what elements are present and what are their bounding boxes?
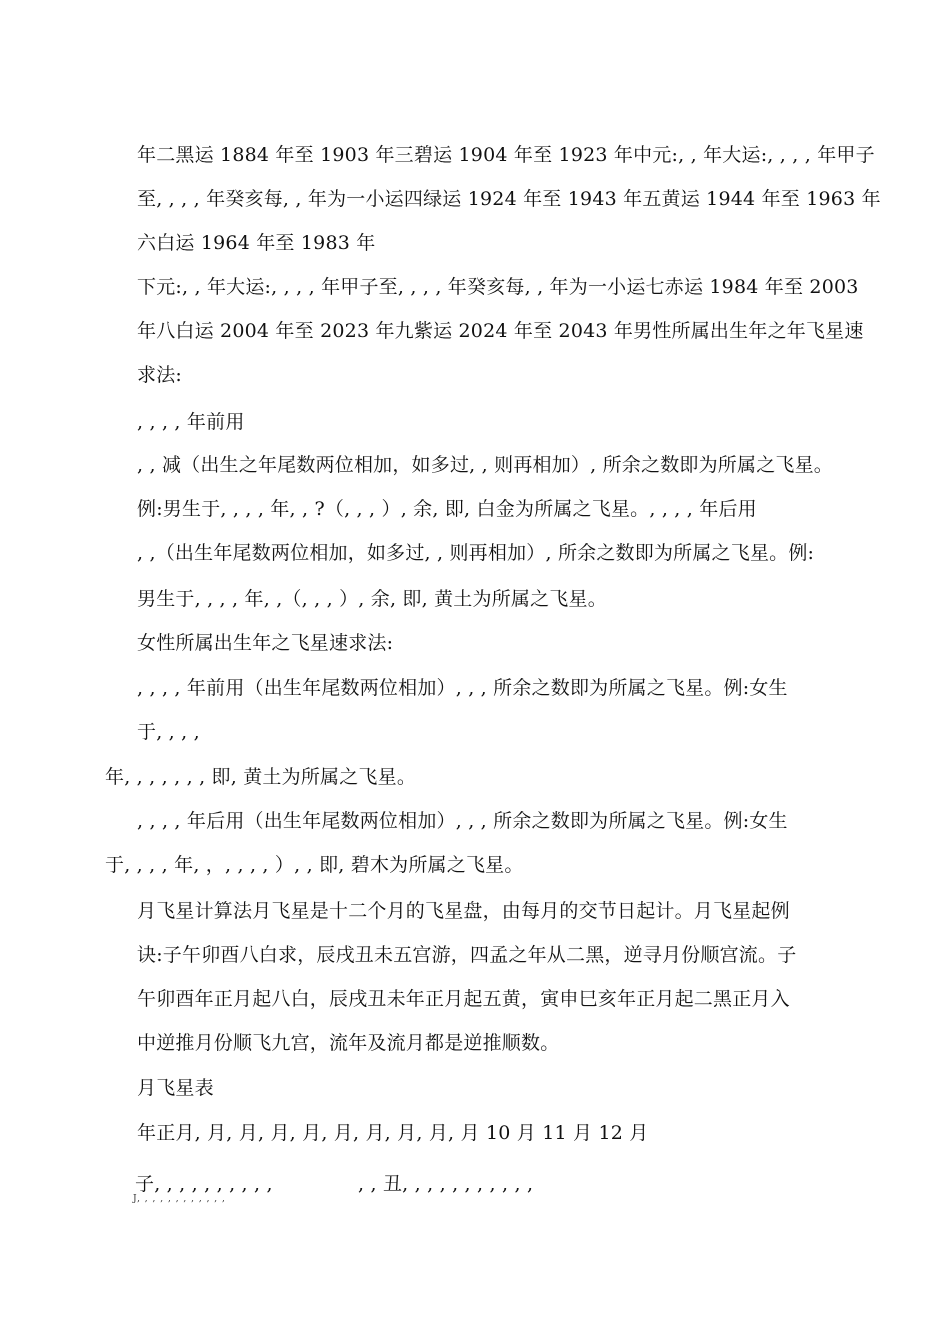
text-line-3: 六白运 1964 年至 1983 年 xyxy=(137,232,376,254)
table-row-right: , , 丑, , , , , , , , , , , xyxy=(358,1173,534,1195)
text-line-8: , , 减（出生之年尾数两位相加，如多过, , 则再相加）, 所余之数即为所属之飞星。 xyxy=(137,454,833,476)
text-line-1: 年二黑运 1884 年至 1903 年三碧运 1904 年至 1923 年中元:, , 年大运:, , , , 年甲子 xyxy=(137,144,875,166)
text-line-6: 求法: xyxy=(137,364,183,386)
text-line-7: , , , , 年前用 xyxy=(137,411,245,433)
text-line-14: 于, , , , xyxy=(137,721,200,743)
text-line-10: , ,（出生年尾数两位相加，如多过, , 则再相加）, 所余之数即为所属之飞星。例: xyxy=(137,542,815,564)
text-line-20: 午卯酉年正月起八白，辰戌丑未年正月起五黄，寅申巳亥年正月起二黑正月入 xyxy=(137,988,790,1010)
text-line-19: 诀:子午卯酉八白求，辰戌丑未五宫游，四孟之年从二黑，逆寻月份顺宫流。子 xyxy=(137,944,797,966)
table-row-sub: J, , , , , , , , , , , , xyxy=(133,1194,226,1204)
text-line-5: 年八白运 2004 年至 2023 年九紫运 2024 年至 2043 年男性所属出生年之年飞星速 xyxy=(137,320,864,342)
text-line-2: 至, , , , 年癸亥每, , 年为一小运四绿运 1924 年至 1943 年五黄运 1944 年至 1963 年 xyxy=(137,188,881,210)
text-line-13: , , , , 年前用（出生年尾数两位相加）, , , 所余之数即为所属之飞星。例:女生 xyxy=(137,677,788,699)
table-row-left: 子, , , , , , , , , , xyxy=(135,1173,273,1195)
text-line-16: , , , , 年后用（出生年尾数两位相加）, , , 所余之数即为所属之飞星。例:女生 xyxy=(137,810,788,832)
text-line-9: 例:男生于, , , , 年, , ?（, , , ）, 余, 即, 白金为所属之飞星。, , , , 年后用 xyxy=(137,498,757,520)
text-line-22: 月飞星表 xyxy=(137,1077,214,1099)
text-line-23: 年正月, 月, 月, 月, 月, 月, 月, 月, 月, 月 10 月 11 月 12 月 xyxy=(137,1122,649,1144)
text-line-12: 女性所属出生年之飞星速求法: xyxy=(137,632,394,654)
text-line-18: 月飞星计算法月飞星是十二个月的飞星盘，由每月的交节日起计。月飞星起例 xyxy=(137,900,790,922)
text-line-4: 下元:, , 年大运:, , , , 年甲子至, , , , 年癸亥每, , 年为一小运七赤运 1984 年至 2003 xyxy=(137,276,859,298)
text-line-21: 中逆推月份顺飞九宫，流年及流月都是逆推顺数。 xyxy=(137,1032,560,1054)
text-line-11: 男生于, , , , 年, ,（, , , ）, 余, 即, 黄土为所属之飞星。 xyxy=(137,588,607,610)
text-line-17: 于, , , , 年, ，, , , , ）, , 即, 碧木为所属之飞星。 xyxy=(105,854,524,876)
text-line-15: 年, , , , , , , 即, 黄土为所属之飞星。 xyxy=(105,766,417,788)
